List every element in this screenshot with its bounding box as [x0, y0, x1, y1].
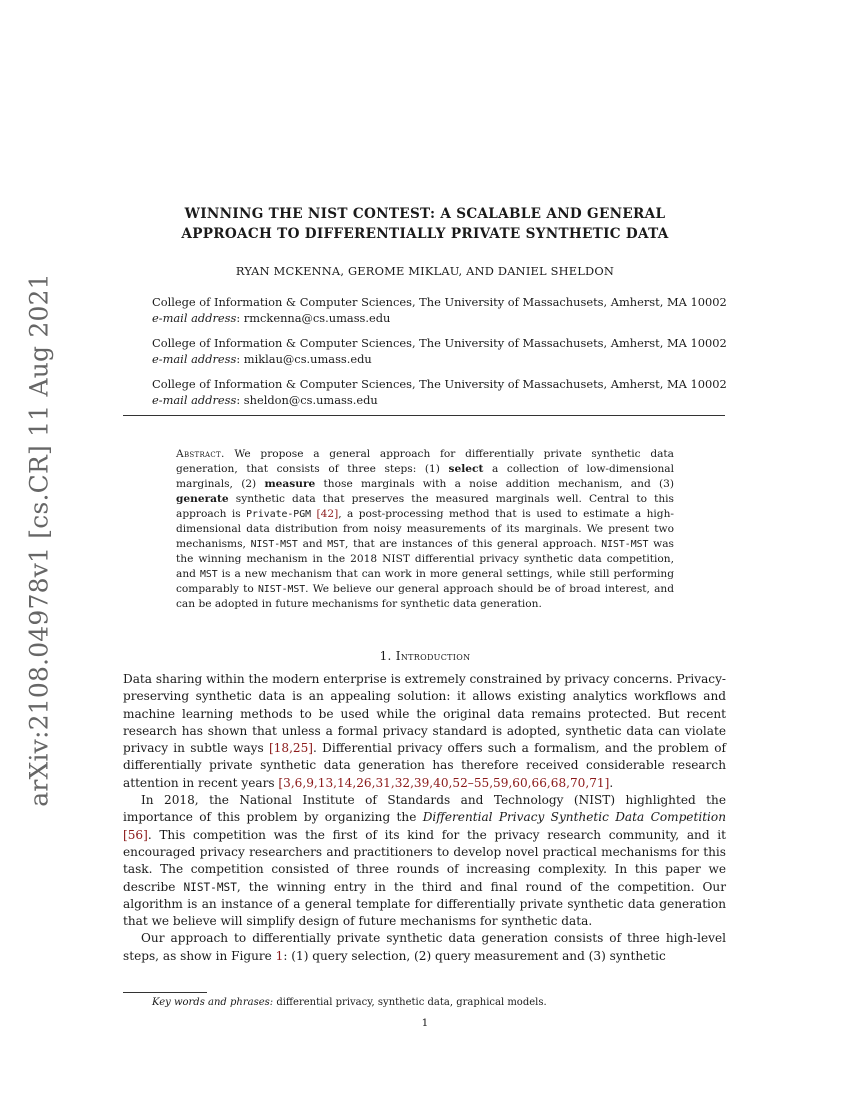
body-text: . [609, 775, 614, 790]
competition-name: Differential Privacy Synthetic Data Competition [422, 810, 726, 825]
arxiv-sidebar [14, 273, 64, 807]
email-address: : sheldon@cs.umass.edu [236, 393, 378, 407]
header-divider [123, 415, 725, 416]
email-address: : rmckenna@cs.umass.edu [236, 311, 391, 325]
body-text: Our approach to differentially private synthetic data generation consists of three high-level steps, as show in Figure [123, 931, 726, 963]
email-line [152, 310, 732, 326]
paragraph-1 [123, 671, 726, 792]
code-nist-mst: NIST-MST [257, 584, 306, 595]
abstract [176, 447, 674, 612]
institution-text: College of Information & Computer Sciences, The University of Massachusets, Amherst, MA 10002 [152, 336, 727, 350]
arxiv-id-stamp: arXiv:2108.04978v1 [cs.CR] 11 Aug 2021 [24, 273, 54, 807]
author-list: RYAN MCKENNA, GEROME MIKLAU, AND DANIEL SHELDON [235, 264, 615, 278]
citation-link[interactable]: [56] [123, 827, 148, 842]
abstract-text: those marginals with a noise addition mechanism, and (3) [315, 478, 674, 490]
paragraph-2 [123, 792, 726, 930]
abstract-text: , a post-processing method that is used to estimate a high-dimensional data distribution from noisy measurements of its marginals. We present two mechanisms, [176, 508, 674, 550]
institution-text: College of Information & Computer Sciences, The University of Massachusets, Amherst, MA 10002 [152, 295, 727, 309]
abstract-text: was the winning mechanism in the 2018 NIST differential privacy synthetic data competition, and [176, 538, 674, 580]
footnote [152, 997, 732, 1008]
abstract-text: , that are instances of this general approach. [344, 538, 602, 550]
affiliation-3 [152, 376, 732, 408]
footnote-label: Key words and phrases: [152, 997, 274, 1008]
body-text: Data sharing within the modern enterprise is extremely constrained by privacy concerns. Privacy-preserving synthetic data is an appealing solution: it allows existing analytics workflows and machine learning methods to be used while the original data remains protected. But recent research has shown that unless a formal privacy standard is adopted, synthetic data can violate privacy in subtle ways [123, 672, 726, 756]
abstract-text: a collection of low-dimensional marginals, (2) [176, 463, 675, 490]
code-nist-mst: NIST-MST [250, 539, 298, 550]
title-line-2: APPROACH TO DIFFERENTIALLY PRIVATE SYNTHETIC DATA [181, 226, 669, 242]
abstract-bold-generate: generate [176, 493, 229, 505]
body-text: In 2018, the National Institute of Standards and Technology (NIST) highlighted the importance of this problem by organizing the [123, 793, 726, 825]
code-private-pgm: Private-PGM [246, 509, 311, 520]
institution-text: College of Information & Computer Sciences, The University of Massachusets, Amherst, MA 10002 [152, 377, 727, 391]
code-nist-mst: NIST-MST [601, 539, 649, 550]
abstract-text: synthetic data that preserves the measured marginals well. Central to this approach is [176, 493, 674, 520]
figure-reference-link[interactable]: 1 [275, 948, 284, 963]
abstract-bold-measure: measure [264, 478, 316, 490]
affiliation-2 [152, 335, 732, 367]
affiliation-1 [152, 294, 732, 326]
code-nist-mst: NIST-MST [183, 880, 237, 894]
title-line-1: WINNING THE NIST CONTEST: A SCALABLE AND GENERAL [184, 206, 666, 222]
citation-link[interactable]: [42] [316, 508, 339, 520]
email-line [152, 351, 732, 367]
section-number: 1. [379, 649, 396, 663]
introduction-body [123, 671, 726, 965]
email-label: e-mail address [152, 352, 237, 366]
citation-link[interactable]: [3,6,9,13,14,26,31,32,39,40,52–55,59,60,66,68,70,71] [278, 775, 610, 790]
body-text: : (1) query selection, (2) query measurement and (3) synthetic [283, 948, 666, 963]
abstract-heading: Abstract. [176, 448, 225, 460]
email-address: : miklau@cs.umass.edu [236, 352, 372, 366]
paper-title [120, 204, 730, 244]
abstract-text: . We believe our general approach should be of broad interest, and can be adopted in future mechanisms for synthetic data generation. [176, 583, 675, 610]
footnote-text: differential privacy, synthetic data, graphical models. [273, 997, 547, 1008]
body-text: , the winning entry in the third and final round of the competition. Our algorithm is an instance of a general template for differentially private synthetic data generation that we believe will simplify design of future mechanisms for synthetic data. [123, 879, 726, 929]
body-text: . This competition was the first of its kind for the privacy research community, and it encouraged privacy researchers and practitioners to develop novel practical mechanisms for this task. The competition consisted of three rounds of increasing complexity. In this paper we describe [123, 827, 726, 894]
section-heading [120, 649, 730, 663]
footnote-divider [123, 992, 207, 993]
citation-link[interactable]: [18,25] [268, 741, 314, 756]
email-line [152, 392, 732, 408]
page-number: 1 [421, 1017, 429, 1029]
abstract-bold-select: select [448, 463, 484, 475]
abstract-text: We propose a general approach for differentially private synthetic data generation, that consists of three steps: (1) [176, 448, 674, 475]
code-mst: MST [199, 569, 218, 580]
section-title: Introduction [395, 649, 471, 663]
email-label: e-mail address [152, 393, 237, 407]
code-mst: MST [327, 539, 345, 550]
paragraph-3 [123, 930, 726, 965]
email-label: e-mail address [152, 311, 237, 325]
body-text: . Differential privacy offers such a formalism, and the problem of differentially private synthetic data generation has therefore received considerable research attention in recent years [123, 741, 726, 790]
abstract-text: is a new mechanism that can work in more general settings, while still performing comparably to [176, 568, 674, 595]
abstract-text: and [297, 538, 328, 550]
